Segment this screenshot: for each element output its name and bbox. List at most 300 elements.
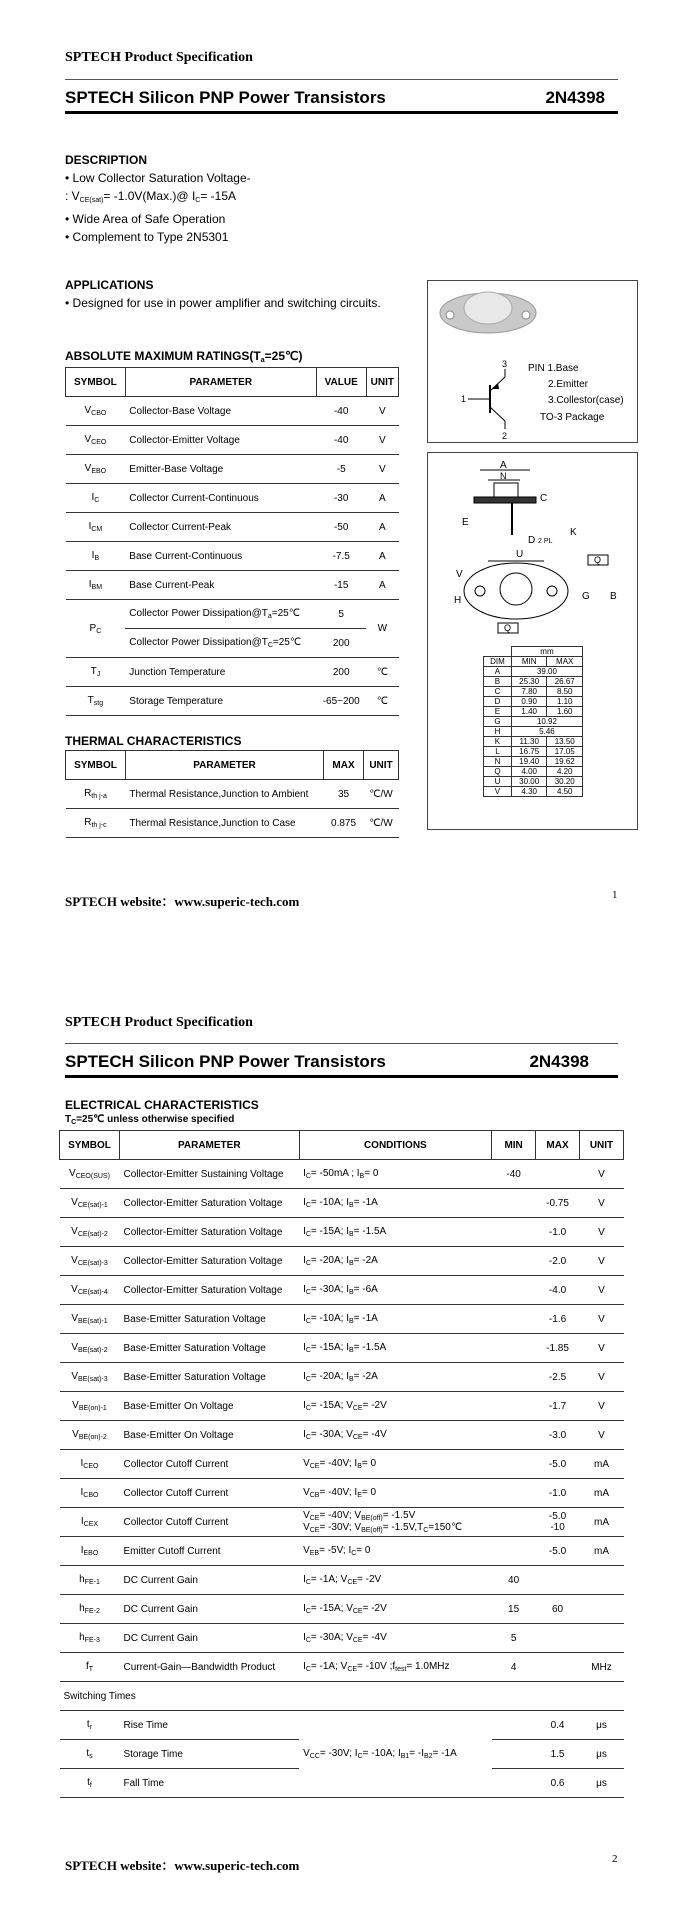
unit-cell: A — [366, 542, 398, 571]
spec-label: SPTECH Product Specification — [65, 1015, 253, 1030]
table-row — [66, 513, 399, 542]
part-number: 2N4398 — [545, 88, 605, 107]
min-cell — [492, 1450, 536, 1479]
thermal-header-row — [66, 751, 399, 780]
dim-nominal: 10.92 — [511, 717, 582, 727]
symbol-cell: $V_{CEO(SUS)}$ — [60, 1160, 120, 1189]
tstg-unit: ℃ — [366, 687, 398, 716]
unit-cell: V — [580, 1160, 624, 1189]
max-cell: -4.0 — [536, 1276, 580, 1305]
max-cell — [536, 1566, 580, 1595]
thermal-body — [66, 780, 399, 838]
package-pinout-box — [427, 280, 638, 443]
outline-cap-top — [500, 573, 532, 605]
dim-row — [484, 717, 583, 727]
dim-letter: B — [484, 677, 512, 687]
min-cell — [492, 1392, 536, 1421]
dim-min: 25.30 — [511, 677, 547, 687]
pc-unit: W — [366, 600, 398, 658]
table-row — [60, 1276, 624, 1305]
dim-row — [484, 727, 583, 737]
table-row — [60, 1160, 624, 1189]
table-row — [60, 1653, 624, 1682]
conditions-cell: $I_C= -50mA$ ; $I_B= 0$ — [299, 1160, 492, 1189]
col-unit: UNIT — [366, 368, 398, 397]
unit-cell: mA — [580, 1450, 624, 1479]
table-row — [60, 1305, 624, 1334]
pin-3: 3.Collestor(case) — [548, 395, 624, 406]
unit-cell — [580, 1595, 624, 1624]
dim-max: 1.10 — [547, 697, 583, 707]
parameter-cell: DC Current Gain — [119, 1624, 299, 1653]
parameter-cell: Base-Emitter Saturation Voltage — [119, 1305, 299, 1334]
dim-letter: C — [484, 687, 512, 697]
table-row — [60, 1566, 624, 1595]
symbol-cell: $t_f$ — [60, 1769, 120, 1798]
unit-cell: V — [580, 1421, 624, 1450]
unit-cell: mA — [580, 1537, 624, 1566]
table-row — [60, 1450, 624, 1479]
parameter-cell: Collector-Emitter Saturation Voltage — [119, 1218, 299, 1247]
symbol-cell: $V_{CE(sat)-1}$ — [60, 1189, 120, 1218]
dim-max: 17.05 — [547, 747, 583, 757]
table-row — [66, 687, 399, 716]
conditions-cell: $V_{CE}= -40V$; $V_{BE(off)}= -1.5V$ $V_{CE}= -30V$; $V_{BE(off)}=$ $-1.5V,T_C=150℃$ — [299, 1508, 492, 1537]
dim-nominal: 5.46 — [511, 727, 582, 737]
value-cell: -40 — [316, 426, 366, 455]
dim-letter: E — [484, 707, 512, 717]
table-row — [60, 1392, 624, 1421]
min-cell — [492, 1334, 536, 1363]
label-q: Q — [594, 555, 602, 565]
lead-1-label: 1 — [461, 394, 467, 404]
min-cell — [492, 1711, 536, 1740]
min-cell: 5 — [492, 1624, 536, 1653]
thermal-heading: THERMAL CHARACTERISTICS — [65, 734, 242, 748]
symbol-cell: $V_{BE(on)-2}$ — [60, 1421, 120, 1450]
dim-min: 16.75 — [511, 747, 547, 757]
outline-hole-left — [475, 586, 485, 596]
thermal-table — [65, 750, 399, 838]
table-row — [60, 1247, 624, 1276]
value-cell: -15 — [316, 571, 366, 600]
dim-row — [484, 757, 583, 767]
table-row — [60, 1624, 624, 1653]
parameter-cell: DC Current Gain — [119, 1566, 299, 1595]
label-q2: Q — [504, 623, 512, 633]
mount-hole-right — [522, 311, 530, 319]
abs-max-heading: ABSOLUTE MAXIMUM $RATINGS(T_a=25℃)$ — [65, 349, 303, 364]
parameter-cell: Collector Cutoff Current — [119, 1450, 299, 1479]
table-row — [60, 1189, 624, 1218]
page-number: 2 — [612, 1853, 618, 1865]
max-cell — [536, 1160, 580, 1189]
symbol-cell: $f_T$ — [60, 1653, 120, 1682]
dim-row — [484, 787, 583, 797]
max-cell: -3.0 — [536, 1421, 580, 1450]
parameter-cell: Base-Emitter Saturation Voltage — [119, 1334, 299, 1363]
table-row — [60, 1363, 624, 1392]
dim-letter: L — [484, 747, 512, 757]
doc-title-row — [65, 1052, 589, 1072]
parameter-cell: Collector-Emitter Voltage — [125, 426, 316, 455]
pc-param-2: Collector Power $Dissipation@T_C=25℃$ — [125, 629, 316, 658]
tj-symbol: $T_J$ — [66, 658, 126, 687]
symbol-cell: $I_{CM}$ — [66, 513, 126, 542]
dimension-table — [483, 646, 583, 797]
max-cell: -5.0 -10 — [536, 1508, 580, 1537]
min-cell: -40 — [492, 1160, 536, 1189]
outline-drawing — [428, 453, 639, 643]
app-bullet-1: • Designed for use in power amplifier and switching circuits. — [65, 296, 381, 310]
parameter-cell: Base-Emitter On Voltage — [119, 1392, 299, 1421]
table-row — [60, 1334, 624, 1363]
symbol-cell: $I_C$ — [66, 484, 126, 513]
desc-bullet-1: • Low Collector Saturation Voltage- — [65, 171, 251, 185]
label-g: G — [582, 591, 590, 602]
lead-3-label: 3 — [502, 359, 508, 369]
conditions-cell: $I_C= -1A$; $V_{CE}= -10V$ $;f_{test}= 1.0MHz$ — [299, 1653, 492, 1682]
unit-cell: V — [366, 426, 398, 455]
header-rule — [65, 1043, 618, 1044]
dim-col-min: MIN — [511, 657, 547, 667]
label-e: E — [462, 517, 469, 528]
electrical-header-row — [60, 1131, 624, 1160]
tj-param: Junction Temperature — [125, 658, 316, 687]
col-unit: UNIT — [580, 1131, 624, 1160]
dim-row — [484, 747, 583, 757]
title-rule — [65, 1075, 618, 1078]
conditions-cell: $I_C= -15A$; $V_{CE}= -2V$ — [299, 1392, 492, 1421]
symbol-cell: $V_{CE(sat)-3}$ — [60, 1247, 120, 1276]
dim-row — [484, 677, 583, 687]
max-cell: -5.0 — [536, 1537, 580, 1566]
col-symbol: SYMBOL — [66, 751, 126, 780]
conditions-cell: $I_C= -15A$; $I_B= -1.5A$ — [299, 1218, 492, 1247]
parameter-cell: Collector-Emitter Sustaining Voltage — [119, 1160, 299, 1189]
switching-label: Switching Times — [60, 1682, 624, 1711]
symbol-cell: $V_{BE(sat)-2}$ — [60, 1334, 120, 1363]
abs-max-body — [66, 397, 399, 600]
dim-row — [484, 707, 583, 717]
unit-cell: V — [580, 1218, 624, 1247]
conditions-cell: $V_{EB}= -5V$; $I_C= 0$ — [299, 1537, 492, 1566]
table-row — [66, 542, 399, 571]
unit-cell: A — [366, 513, 398, 542]
unit-cell: μs — [580, 1711, 624, 1740]
min-cell — [492, 1276, 536, 1305]
unit-cell: ℃/W — [364, 780, 399, 809]
table-row — [60, 1537, 624, 1566]
table-row — [60, 1595, 624, 1624]
spec-label: SPTECH Product Specification — [65, 50, 253, 65]
symbol-cell: $V_{CE(sat)-4}$ — [60, 1276, 120, 1305]
tj-value: 200 — [316, 658, 366, 687]
symbol-cell: $V_{CEO}$ — [66, 426, 126, 455]
unit-cell: V — [580, 1247, 624, 1276]
dimension-drawing-box — [427, 452, 638, 830]
symbol-cell: $V_{CBO}$ — [66, 397, 126, 426]
tj-unit: ℃ — [366, 658, 398, 687]
unit-cell: MHz — [580, 1653, 624, 1682]
conditions-cell: $I_C= -30A$; $I_B= -6A$ — [299, 1276, 492, 1305]
conditions-cell: $V_{CB}= -40V$; $I_E= 0$ — [299, 1479, 492, 1508]
table-row — [66, 571, 399, 600]
max-cell — [536, 1653, 580, 1682]
applications-heading: APPLICATIONS — [65, 278, 154, 292]
unit-cell: A — [366, 484, 398, 513]
col-max: MAX — [536, 1131, 580, 1160]
table-row — [60, 1711, 624, 1740]
max-cell: -2.5 — [536, 1363, 580, 1392]
dim-row — [484, 687, 583, 697]
value-cell: -5 — [316, 455, 366, 484]
parameter-cell: Emitter-Base Voltage — [125, 455, 316, 484]
dim-unit: mm — [511, 647, 582, 657]
symbol-cell: $V_{CE(sat)-2}$ — [60, 1218, 120, 1247]
max-cell: 0.875 — [324, 809, 364, 838]
parameter-cell: Collector-Base Voltage — [125, 397, 316, 426]
parameter-cell: Collector Current-Peak — [125, 513, 316, 542]
dim-min: 7.80 — [511, 687, 547, 697]
table-row — [66, 426, 399, 455]
dim-max: 4.20 — [547, 767, 583, 777]
symbol-cell: $h_{FE-3}$ — [60, 1624, 120, 1653]
dim-letter: H — [484, 727, 512, 737]
min-cell — [492, 1218, 536, 1247]
dim-letter: V — [484, 787, 512, 797]
label-h: H — [454, 595, 462, 606]
table-row — [66, 600, 399, 629]
min-cell — [492, 1247, 536, 1276]
dim-min: 11.30 — [511, 737, 547, 747]
table-row — [60, 1508, 624, 1537]
dim-letter: Q — [484, 767, 512, 777]
unit-cell: V — [580, 1276, 624, 1305]
unit-cell: V — [366, 455, 398, 484]
tstg-value: -65~200 — [316, 687, 366, 716]
dim-max: 30.20 — [547, 777, 583, 787]
desc-bullet-3: • Complement to Type 2N5301 — [65, 230, 229, 244]
unit-cell: V — [580, 1305, 624, 1334]
doc-title-row — [65, 88, 605, 108]
tstg-param: Storage Temperature — [125, 687, 316, 716]
parameter-cell: DC Current Gain — [119, 1595, 299, 1624]
parameter-cell: Collector Cutoff Current — [119, 1479, 299, 1508]
desc-bullet-1b: : $V_{CE(sat)}=$ -1.0V(Max.)@ $I_C= -15A$ — [65, 189, 237, 204]
unit-cell: A — [366, 571, 398, 600]
label-n: N — [500, 471, 507, 481]
max-cell: 1.5 — [536, 1740, 580, 1769]
min-cell: 15 — [492, 1595, 536, 1624]
symbol-cell: $R_{th j-a}$ — [66, 780, 126, 809]
symbol-cell: $I_{CEX}$ — [60, 1508, 120, 1537]
applications-section — [65, 278, 405, 312]
max-cell: 35 — [324, 780, 364, 809]
dim-letter: G — [484, 717, 512, 727]
dim-col-max: MAX — [547, 657, 583, 667]
max-cell: -1.6 — [536, 1305, 580, 1334]
value-cell: -50 — [316, 513, 366, 542]
col-max: MAX — [324, 751, 364, 780]
symbol-cell: $h_{FE-1}$ — [60, 1566, 120, 1595]
electrical-subheading: $T_C=25℃$ unless otherwise specified — [65, 1114, 235, 1126]
col-symbol: SYMBOL — [66, 368, 126, 397]
dim-row — [484, 667, 583, 677]
lead-2-label: 2 — [502, 431, 508, 441]
abs-max-table — [65, 367, 399, 716]
label-k: K — [570, 527, 577, 538]
label-d: D — [528, 535, 536, 546]
abs-max-header-row — [66, 368, 399, 397]
dim-max: 13.50 — [547, 737, 583, 747]
parameter-cell: Collector-Emitter Saturation Voltage — [119, 1189, 299, 1218]
dim-max: 8.50 — [547, 687, 583, 697]
dim-row — [484, 777, 583, 787]
dim-letter: N — [484, 757, 512, 767]
dim-max: 19.62 — [547, 757, 583, 767]
dim-nominal: 39.00 — [511, 667, 582, 677]
symbol-cell: $R_{th j-c}$ — [66, 809, 126, 838]
min-cell — [492, 1421, 536, 1450]
label-c: C — [540, 493, 548, 504]
min-cell: 4 — [492, 1653, 536, 1682]
unit-cell — [580, 1624, 624, 1653]
symbol-cell: $I_{BM}$ — [66, 571, 126, 600]
parameter-cell: Fall Time — [119, 1769, 299, 1798]
page-number: 1 — [612, 889, 618, 901]
table-row — [66, 780, 399, 809]
dim-letter: D — [484, 697, 512, 707]
desc-bullet-2: • Wide Area of Safe Operation — [65, 212, 226, 226]
label-v: V — [456, 569, 463, 580]
min-cell — [492, 1479, 536, 1508]
pc-value-1: 5 — [316, 600, 366, 629]
table-row — [66, 397, 399, 426]
col-parameter: PARAMETER — [125, 751, 323, 780]
unit-cell: μs — [580, 1740, 624, 1769]
max-cell: -1.7 — [536, 1392, 580, 1421]
label-u: U — [516, 549, 524, 560]
electrical-body — [60, 1160, 624, 1682]
symbol-cell: $I_B$ — [66, 542, 126, 571]
max-cell: -2.0 — [536, 1247, 580, 1276]
tstg-symbol: $T_{stg}$ — [66, 687, 126, 716]
dim-min: 30.00 — [511, 777, 547, 787]
pc-symbol: $P_C$ — [66, 600, 126, 658]
pc-value-2: 200 — [316, 629, 366, 658]
pin-2: 2.Emitter — [548, 379, 589, 390]
conditions-cell: $I_C= -1A$; $V_{CE}= -2V$ — [299, 1566, 492, 1595]
parameter-cell: Collector Cutoff Current — [119, 1508, 299, 1537]
electrical-heading: ELECTRICAL CHARACTERISTICS — [65, 1098, 259, 1112]
max-cell: 0.6 — [536, 1769, 580, 1798]
symbol-cell: $t_r$ — [60, 1711, 120, 1740]
col-conditions: CONDITIONS — [299, 1131, 492, 1160]
min-cell — [492, 1740, 536, 1769]
symbol-cell: $V_{EBO}$ — [66, 455, 126, 484]
parameter-cell: Collector-Emitter Saturation Voltage — [119, 1276, 299, 1305]
doc-title: SPTECH Silicon PNP Power Transistors — [65, 1052, 386, 1071]
dim-header-row — [484, 657, 583, 667]
emitter-arrow-icon — [492, 383, 499, 389]
dim-min: 4.00 — [511, 767, 547, 777]
conditions-cell: $I_C= -30A$; $V_{CE}= -4V$ — [299, 1421, 492, 1450]
outline-hole-right — [547, 586, 557, 596]
col-value: VALUE — [316, 368, 366, 397]
conditions-cell: $I_C= -30A$; $V_{CE}= -4V$ — [299, 1624, 492, 1653]
max-cell: -5.0 — [536, 1450, 580, 1479]
unit-cell — [580, 1566, 624, 1595]
max-cell: -1.0 — [536, 1479, 580, 1508]
doc-title: SPTECH Silicon PNP Power Transistors — [65, 88, 386, 107]
col-parameter: PARAMETER — [119, 1131, 299, 1160]
col-symbol: SYMBOL — [60, 1131, 120, 1160]
table-row — [60, 1479, 624, 1508]
mount-hole-left — [446, 311, 454, 319]
conditions-cell: $I_C= -10A$; $I_B= -1A$ — [299, 1305, 492, 1334]
conditions-cell: $I_C= -10A$; $I_B= -1A$ — [299, 1189, 492, 1218]
col-parameter: PARAMETER — [125, 368, 316, 397]
dim-col-dim: DIM — [484, 657, 512, 667]
parameter-cell: Base-Emitter On Voltage — [119, 1421, 299, 1450]
dim-min: 1.40 — [511, 707, 547, 717]
min-cell: 40 — [492, 1566, 536, 1595]
max-cell — [536, 1624, 580, 1653]
switching-label-row — [60, 1682, 624, 1711]
package-type: TO-3 Package — [540, 412, 605, 423]
to3-package-illustration — [428, 281, 639, 444]
dim-row — [484, 767, 583, 777]
title-rule — [65, 111, 618, 114]
electrical-table — [59, 1130, 624, 1798]
table-row — [66, 484, 399, 513]
dim-max: 4.50 — [547, 787, 583, 797]
dim-unit-row — [484, 647, 583, 657]
unit-cell: V — [366, 397, 398, 426]
outline-flange-top — [464, 563, 568, 619]
description-section — [65, 153, 395, 246]
min-cell — [492, 1508, 536, 1537]
cap-side — [494, 483, 518, 497]
unit-cell: ℃/W — [364, 809, 399, 838]
parameter-cell: Emitter Cutoff Current — [119, 1537, 299, 1566]
unit-cell: V — [580, 1189, 624, 1218]
header-rule — [65, 79, 618, 80]
label-d-2pl: 2 PL — [538, 538, 553, 545]
symbol-cell: $h_{FE-2}$ — [60, 1595, 120, 1624]
footer-website: SPTECH website：www.superic-tech.com — [65, 894, 300, 909]
dim-letter: K — [484, 737, 512, 747]
col-min: MIN — [492, 1131, 536, 1160]
max-cell: 60 — [536, 1595, 580, 1624]
max-cell: -0.75 — [536, 1189, 580, 1218]
footer-website: SPTECH website：www.superic-tech.com — [65, 1858, 300, 1873]
conditions-cell: $I_C= -20A$; $I_B= -2A$ — [299, 1363, 492, 1392]
dim-letter: A — [484, 667, 512, 677]
unit-cell: mA — [580, 1479, 624, 1508]
label-b: B — [610, 591, 617, 602]
conditions-cell: $V_{CE}= -40V$; $I_B= 0$ — [299, 1450, 492, 1479]
dim-row — [484, 697, 583, 707]
unit-cell: V — [580, 1392, 624, 1421]
pc-param-1: Collector Power $Dissipation@T_a=25℃$ — [125, 600, 316, 629]
parameter-cell: Base-Emitter Saturation Voltage — [119, 1363, 299, 1392]
max-cell: 0.4 — [536, 1711, 580, 1740]
parameter-cell: Thermal Resistance,Junction to Ambient — [125, 780, 323, 809]
conditions-cell: $I_C= -15A$; $V_{CE}= -2V$ — [299, 1595, 492, 1624]
conditions-cell: $I_C= -15A$; $I_B= -1.5A$ — [299, 1334, 492, 1363]
